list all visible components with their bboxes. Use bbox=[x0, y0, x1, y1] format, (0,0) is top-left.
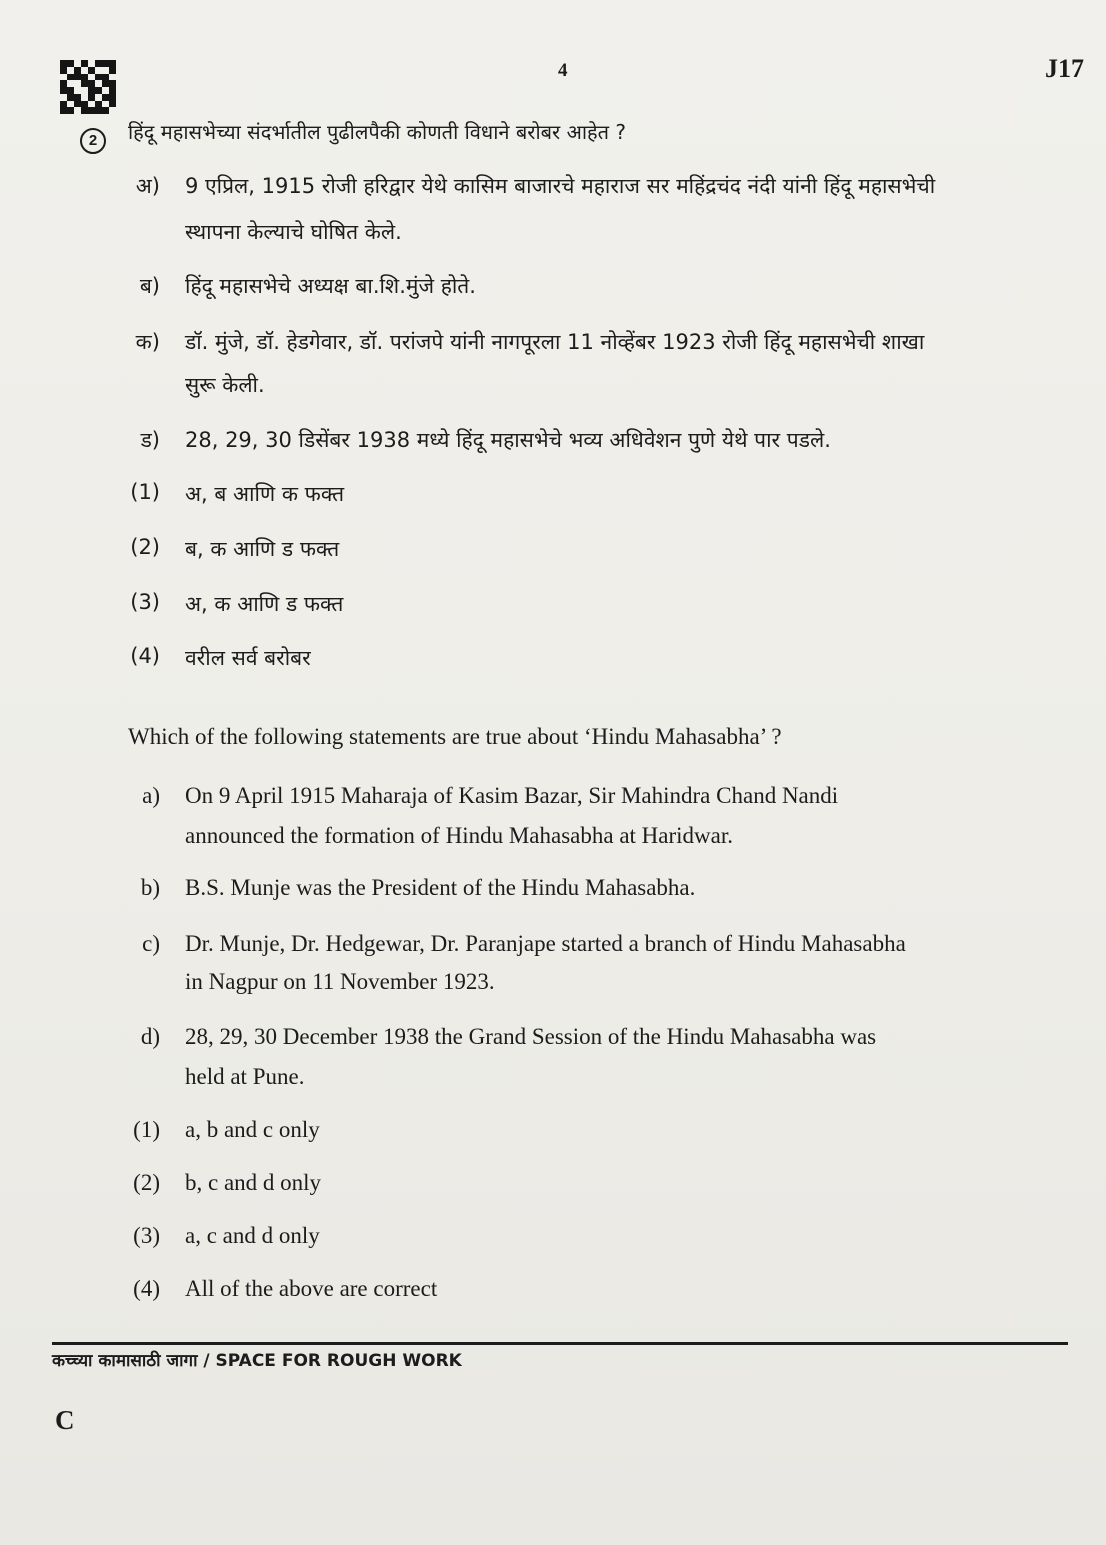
set-code: C bbox=[55, 1405, 75, 1435]
rough-work-label: कच्च्या कामासाठी जागा / SPACE FOR ROUGH WORK bbox=[52, 1351, 462, 1371]
marathi-question-prompt: हिंदू महासभेच्या संदर्भातील पुढीलपैकी कोणती विधाने बरोबर आहेत ? bbox=[128, 120, 627, 144]
page-number: 4 bbox=[558, 60, 568, 81]
paper-code: J17 bbox=[1045, 54, 1084, 83]
exam-page: 4 J17 2 हिंदू महासभेच्या संदर्भातील पुढीलपैकी कोणती विधाने बरोबर आहेत ? अ) 9 एप्रिल, 1915 रोजी हरिद्वार येथे कासिम बाजारचे महाराज सर महिंद्रचंद नंदी यांनी हिंदू महासभेची स्थापना केल्याचे घोषित केले. ब) हिंदू महासभेचे अध्यक्ष बा.शि.मुंजे होते. क) डॉ. मुंजे, डॉ. हेडगेवार, डॉ. परांजपे यांनी नागपूरला 11 नोव्हेंबर 1923 रोजी हिंदू महासभेची शाखा सुरू केली. ड) 28, 29, 30 डिसेंबर 1938 मध्ये हिंदू महासभेचे भव्य अधिवेशन पुणे येथे पार पडले. (1) अ, ब आणि क फक्त (2) ब, क आणि ड फक्त (3) अ, क आणि ड फक्त (4) वरील सर्व बरोबर Which of the following statements are true about ‘Hindu Mahasabha’ ? a) On 9 April 1915 Maharaja of Kasim Bazar, Sir Mahindra Chand Nandi announced the formation of Hindu Mahasabha at Haridwar. b) B.S. Munje was the President of the Hindu Mahasabha. c) Dr. Munje, Dr. Hedgewar, Dr. Paranjape started a branch of Hindu Mahasabha in Nagpur on 11 November 1923. d) 28, 29, 30 December 1938 the Grand Session of the Hindu Mahasabha was held at Pune. (1) a, b and c only (2) b, c and d only (3) a, c and d only (4) All of the above are correct कच्च्या कामासाठी जागा / SPACE FOR ROUGH WORK C bbox=[0, 0, 1106, 1545]
footer-divider bbox=[52, 1342, 1068, 1345]
english-question-prompt: Which of the following statements are true about ‘Hindu Mahasabha’ ? bbox=[128, 724, 782, 749]
question-number: 2 bbox=[80, 128, 106, 154]
qr-code-icon bbox=[60, 60, 116, 114]
